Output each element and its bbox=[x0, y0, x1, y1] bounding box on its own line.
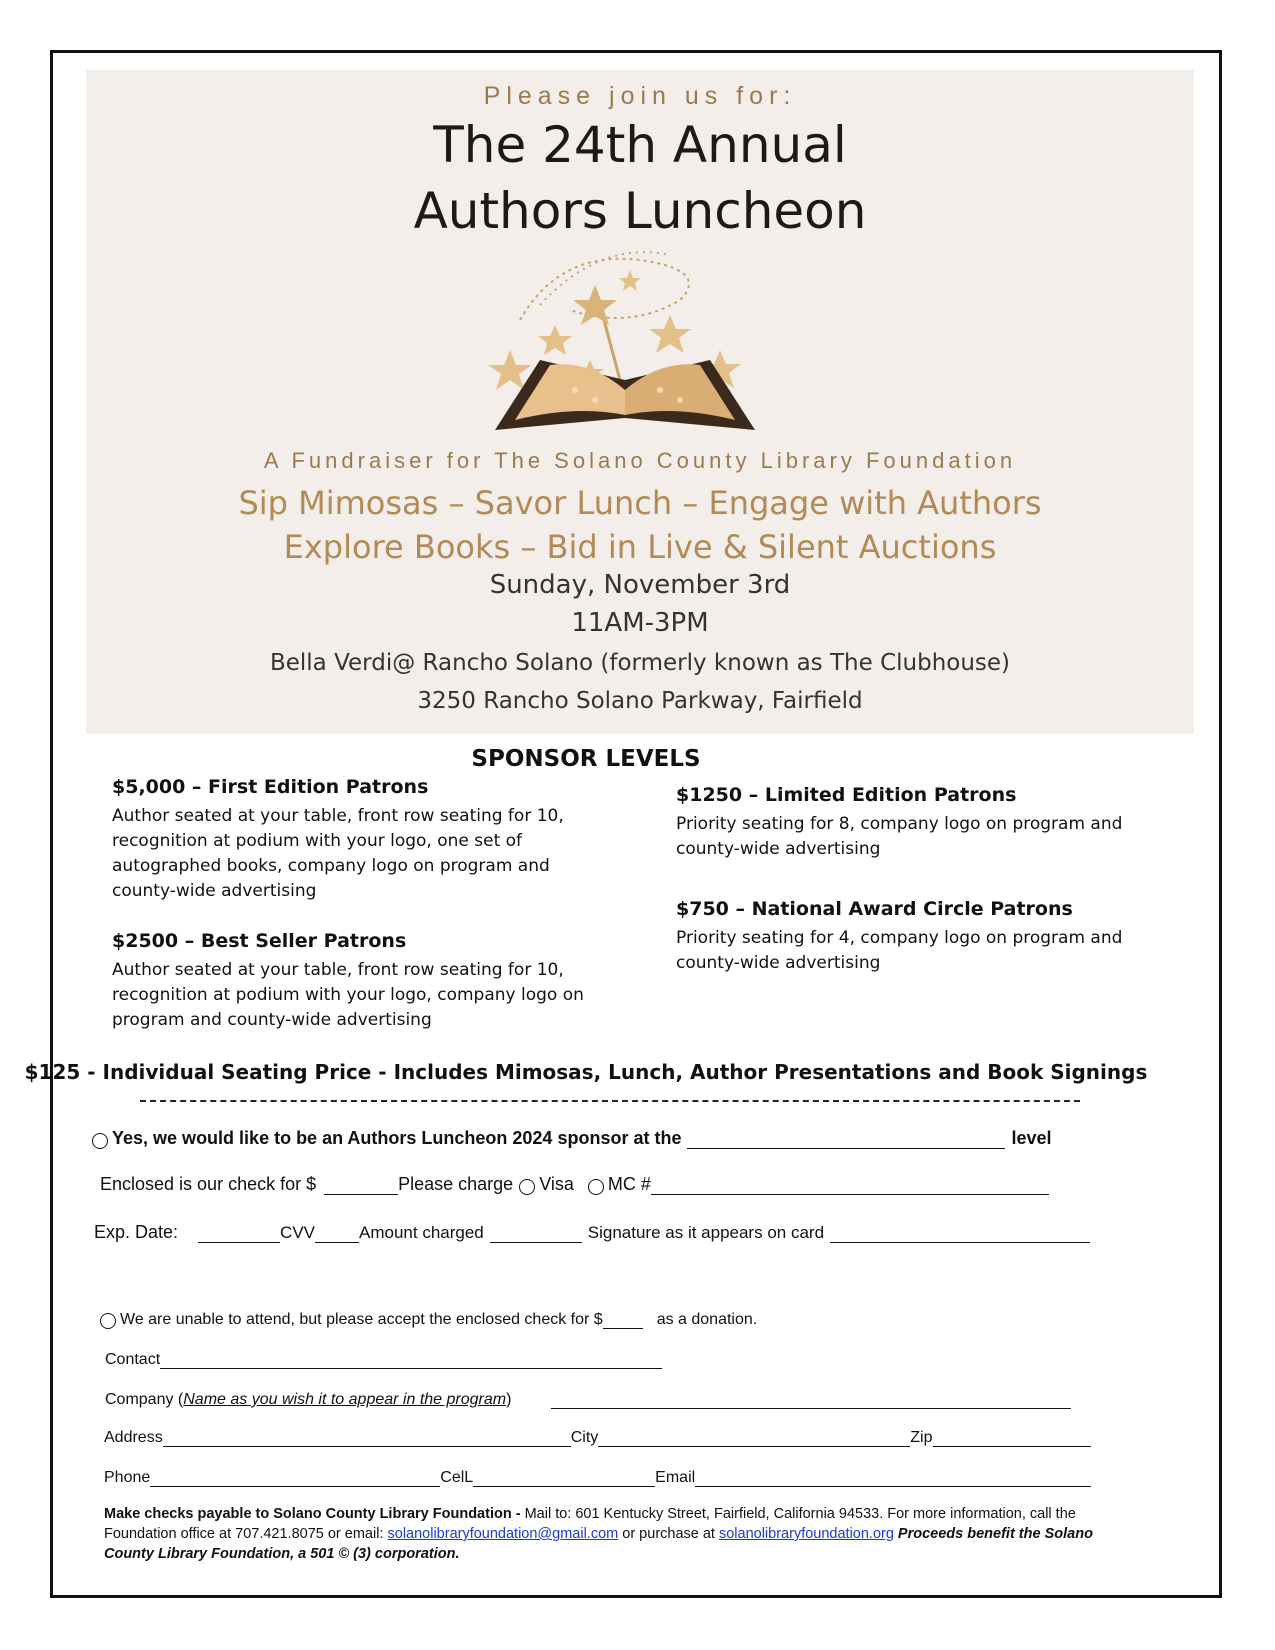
exp-label: Exp. Date: bbox=[94, 1222, 179, 1242]
payment-row bbox=[100, 1174, 1049, 1195]
amount-label: Amount charged bbox=[359, 1223, 484, 1242]
mc-radio[interactable] bbox=[588, 1179, 604, 1195]
level-name: $750 – National Award Circle Patrons bbox=[676, 898, 1073, 920]
activities-line1: Sip Mimosas – Savor Lunch – Engage with Authors bbox=[238, 484, 1042, 522]
signature-label: Signature as it appears on card bbox=[587, 1223, 825, 1242]
donation-label: We are unable to attend, but please accept the enclosed check for $ bbox=[120, 1311, 603, 1328]
donation-suffix: as a donation. bbox=[656, 1311, 758, 1328]
company-field[interactable] bbox=[551, 1390, 1071, 1409]
sponsor-yes-radio[interactable] bbox=[92, 1133, 108, 1149]
company-note: Name as you wish it to appear in the program bbox=[183, 1391, 507, 1408]
sponsor-level-field[interactable] bbox=[687, 1130, 1005, 1149]
event-address: 3250 Rancho Solano Parkway, Fairfield bbox=[417, 688, 863, 714]
cell-field[interactable] bbox=[473, 1468, 655, 1487]
sponsor-level-first-edition bbox=[112, 776, 592, 904]
magic-book-icon bbox=[480, 230, 770, 440]
donation-row bbox=[100, 1310, 757, 1329]
level-description: Author seated at your table, front row seating for 10, recognition at podium with your logo, company logo on program and county-wide advertising bbox=[112, 960, 584, 1030]
zip-label: Zip bbox=[910, 1429, 933, 1446]
donation-amount-field[interactable] bbox=[603, 1310, 643, 1329]
proceeds-text: Proceeds benefit the Solano County Library Foundation, a 501 © (3) corporation. bbox=[104, 1526, 1093, 1562]
card-details-row bbox=[94, 1222, 1090, 1243]
address-row bbox=[104, 1428, 1091, 1447]
cvv-field[interactable] bbox=[315, 1224, 359, 1243]
foundation-website-link[interactable]: solanolibraryfoundation.org bbox=[718, 1526, 894, 1542]
event-date: Sunday, November 3rd bbox=[489, 570, 791, 600]
email-field[interactable] bbox=[695, 1468, 1091, 1487]
sponsor-levels-heading: SPONSOR LEVELS bbox=[471, 746, 701, 772]
footer-instructions bbox=[104, 1504, 1104, 1564]
visa-radio[interactable] bbox=[519, 1179, 535, 1195]
contact-row bbox=[105, 1350, 662, 1369]
sponsor-level-best-seller bbox=[112, 930, 592, 1033]
foundation-email-link[interactable]: solanolibraryfoundation@gmail.com bbox=[387, 1526, 619, 1542]
contact-label: Contact bbox=[105, 1351, 161, 1368]
yes-text: , we would like to be an Authors Luncheon 2024 sponsor at the bbox=[143, 1128, 682, 1148]
phone-field[interactable] bbox=[150, 1468, 440, 1487]
contact-field[interactable] bbox=[160, 1350, 662, 1369]
event-title-line1: The 24th Annual bbox=[433, 116, 847, 174]
sponsor-level-limited-edition bbox=[676, 784, 1136, 862]
cell-label: CelL bbox=[440, 1469, 474, 1486]
yes-suffix: level bbox=[1011, 1128, 1052, 1148]
event-banner bbox=[86, 70, 1194, 734]
yes-label: Yes bbox=[112, 1128, 144, 1148]
event-time: 11AM-3PM bbox=[571, 608, 709, 638]
company-label: Company ( bbox=[105, 1391, 184, 1408]
city-field[interactable] bbox=[598, 1428, 910, 1447]
fundraiser-tagline: A Fundraiser for The Solano County Library Foundation bbox=[263, 448, 1017, 473]
signature-field[interactable] bbox=[830, 1224, 1090, 1243]
level-name: $5,000 – First Edition Patrons bbox=[112, 776, 429, 798]
company-row bbox=[105, 1390, 1071, 1409]
cvv-label: CVV bbox=[280, 1223, 316, 1242]
check-amount-field[interactable] bbox=[324, 1176, 398, 1195]
payable-text: Make checks payable to Solano County Library Foundation - bbox=[104, 1506, 521, 1522]
city-label: City bbox=[570, 1429, 599, 1446]
address-label: Address bbox=[104, 1429, 163, 1446]
company-close: ) bbox=[506, 1391, 512, 1408]
check-label: Enclosed is our check for $ bbox=[100, 1174, 317, 1194]
level-description: Priority seating for 8, company logo on program and county-wide advertising bbox=[676, 814, 1123, 859]
mail-text: Mail to: 601 Kentucky Street, Fairfield, California 94533. For more information, call the Foundation office at 707.421.8075 or email: bbox=[104, 1506, 1076, 1542]
event-title-line2: Authors Luncheon bbox=[413, 182, 867, 240]
level-description: Priority seating for 4, company logo on program and county-wide advertising bbox=[676, 928, 1123, 973]
cut-line-divider bbox=[140, 1100, 1080, 1102]
individual-seating-price: $125 - Individual Seating Price - Includes Mimosas, Lunch, Author Presentations and Book Signings bbox=[24, 1060, 1148, 1084]
sponsor-yes-row bbox=[92, 1128, 1052, 1149]
visa-label: Visa bbox=[539, 1174, 574, 1194]
level-name: $1250 – Limited Edition Patrons bbox=[676, 784, 1017, 806]
exp-date-field[interactable] bbox=[198, 1224, 280, 1243]
phone-row bbox=[104, 1468, 1091, 1487]
card-number-field[interactable] bbox=[651, 1176, 1049, 1195]
purchase-text: or purchase at bbox=[618, 1526, 719, 1542]
email-label: Email bbox=[655, 1469, 696, 1486]
donation-radio[interactable] bbox=[100, 1313, 116, 1329]
amount-charged-field[interactable] bbox=[490, 1224, 582, 1243]
zip-field[interactable] bbox=[933, 1428, 1091, 1447]
level-name: $2500 – Best Seller Patrons bbox=[112, 930, 407, 952]
event-venue: Bella Verdi@ Rancho Solano (formerly known as The Clubhouse) bbox=[269, 650, 1011, 676]
address-field[interactable] bbox=[163, 1428, 571, 1447]
level-description: Author seated at your table, front row seating for 10, recognition at podium with your logo, one set of autographed books, company logo on program and county-wide advertising bbox=[112, 806, 564, 901]
charge-label: Please charge bbox=[398, 1174, 514, 1194]
phone-label: Phone bbox=[104, 1469, 151, 1486]
activities-line2: Explore Books – Bid in Live & Silent Auctions bbox=[283, 528, 997, 566]
mc-label: MC # bbox=[607, 1174, 651, 1194]
join-text: Please join us for: bbox=[483, 82, 797, 110]
sponsor-level-national-award bbox=[676, 898, 1136, 976]
